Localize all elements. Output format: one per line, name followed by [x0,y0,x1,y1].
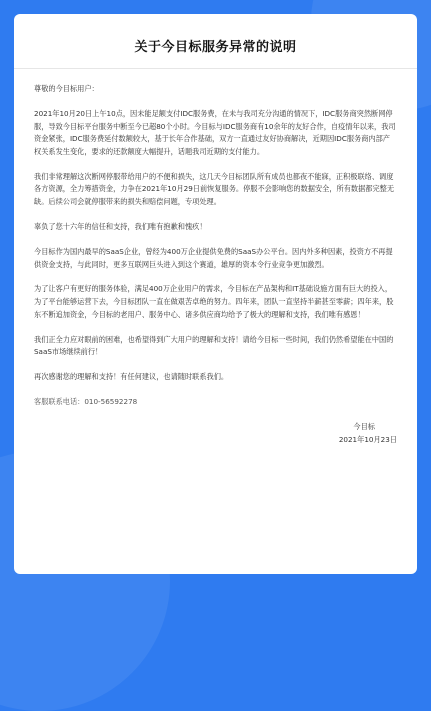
notice-card [14,14,417,574]
paragraph: 我们正全力应对眼前的困难，也希望得到广大用户的理解和支持！请给今目标一些时间，我们仍然希望能在中国的SaaS市场继续前行！ [34,334,394,357]
signature-date: 2021年10月23日 [338,434,397,444]
greeting: 尊敬的今目标用户： [34,84,99,93]
title-divider [14,68,417,69]
signature-block [34,421,397,446]
paragraph: 辜负了您十六年的信任和支持，我们唯有抱歉和愧疚！ [34,221,207,231]
notice-title: 关于今目标服务异常的说明 [134,40,297,55]
paragraph: 为了让客户有更好的服务体验，满足400万企业用户的需求，今目标在产品架构和IT基础设施方面有巨大的投入，为了平台能够运营下去，今目标团队一直在做艰苦卓绝的努力。四年来，团队一直坚持半薪甚至零薪；四年来，股东不断追加资金，今目标的老用户、服务中心、诸多供应商均给予了极大的理解和支持，我们唯有感恩！ [34,284,394,319]
paragraph: 今目标作为国内最早的SaaS企业，曾经为400万企业提供免费的SaaS办公平台。因内外多种因素，投资方不再提供资金支持，与此同时，更多互联网巨头进入到这个赛道，雄厚的资本令行业竞争更加激烈。 [34,246,393,269]
contact-phone: 客服联系电话：010-56592278 [34,397,138,407]
paragraph: 再次感谢您的理解和支持！有任何建议，也请随时联系我们。 [34,372,229,382]
signature-org: 今目标 [353,422,375,432]
paragraph: 我们非常理解这次断网停服带给用户的不便和损失，这几天今目标团队所有成员也都夜不能寐，正积极联络、调度各方资源，全力筹措资金，力争在2021年10月29日前恢复服务。停服不会影响您的数据安全，所有数据都完整无缺。后续公司会就停服带来的损失和赔偿问题，专项处理。 [34,171,395,206]
paragraph: 2021年10月20日上午10点，因未能足额支付IDC服务费，在未与我司充分沟通的情况下，IDC服务商突然断网停服，导致今目标平台服务中断至今已超80个小时。今目标与IDC服务商有10余年的友好合作，自疫情年以来，我司资金紧张，IDC服务费延付数额较大，基于长年合作基础，双方一直通过友好协商解决，近期因IDC服务商内部产权关系发生变化，要求的还款额度大幅提升，话题我司近期的支付能力。 [34,108,396,156]
